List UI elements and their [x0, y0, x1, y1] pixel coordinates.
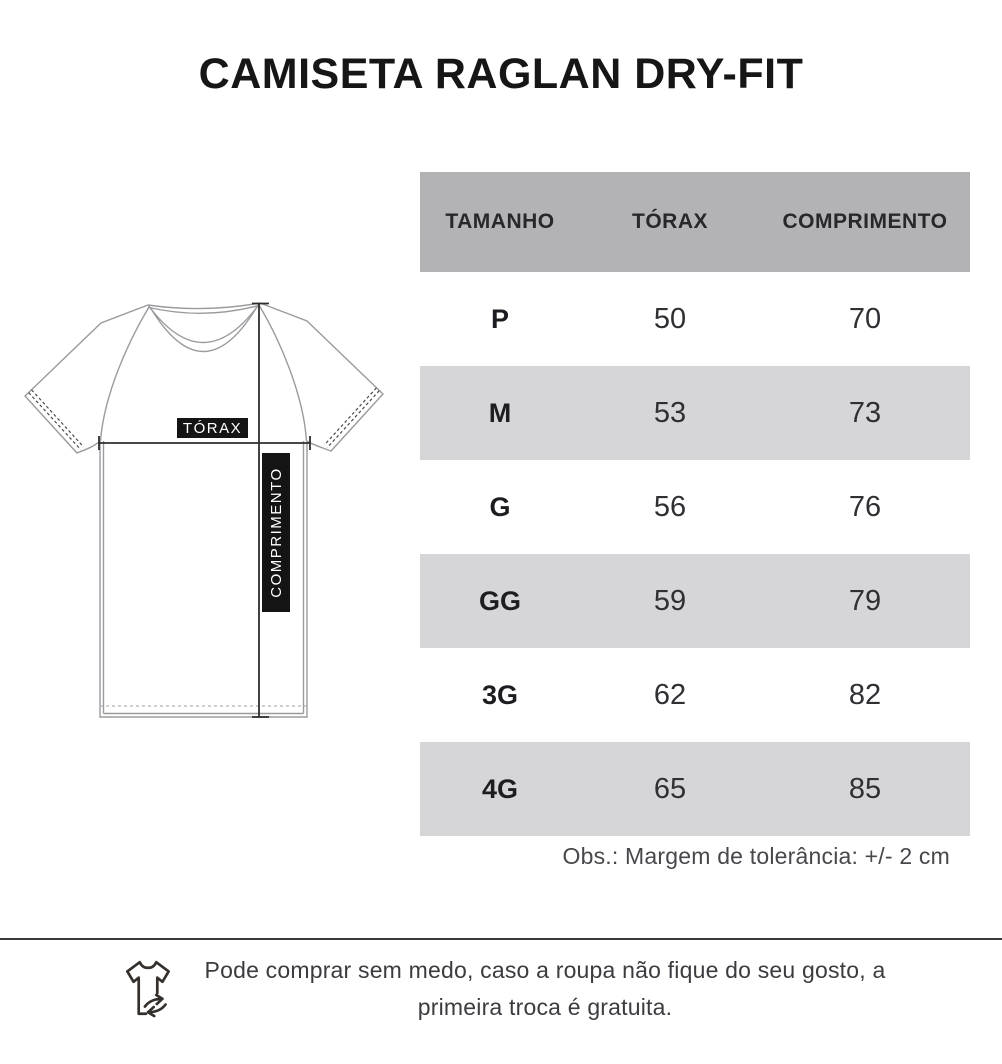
free-exchange-message [205, 952, 886, 1026]
column-header-tamanho: TAMANHO [445, 210, 555, 233]
comprimento-value: 76 [848, 490, 882, 523]
column-header-torax: TÓRAX [632, 210, 708, 233]
exchange-arrow-top [144, 995, 162, 1007]
length-label: COMPRIMENTO [268, 467, 285, 598]
table-row [420, 272, 970, 366]
comprimento-value: 85 [848, 772, 882, 805]
tshirt-exchange-icon [117, 957, 179, 1021]
raglan-seam-left [101, 307, 150, 441]
size-label: M [488, 397, 512, 428]
footer-divider [0, 938, 1002, 940]
table-header-row [420, 172, 970, 272]
right-cuff-stitching [327, 391, 379, 448]
chest-label-box [177, 418, 248, 438]
torax-value: 65 [653, 772, 687, 805]
tshirt-measurement-diagram [0, 280, 420, 742]
table-row [420, 554, 970, 648]
table-row [420, 460, 970, 554]
raglan-seam-right [259, 305, 307, 441]
torax-value: 50 [653, 302, 687, 335]
tshirt-right-sleeve [260, 303, 383, 451]
footer-text-line1: Pode comprar sem medo, caso a roupa não fique do seu gosto, a [204, 957, 886, 983]
exchange-banner [0, 952, 1002, 1026]
size-table [420, 172, 970, 836]
size-label: GG [478, 585, 521, 616]
page-title: CAMISETA RAGLAN DRY-FIT [198, 50, 804, 98]
torax-value: 62 [653, 678, 687, 711]
length-label-box [262, 453, 290, 612]
torax-value: 53 [653, 396, 687, 429]
comprimento-value: 73 [848, 396, 882, 429]
tshirt-left-sleeve [25, 305, 148, 453]
comprimento-value: 70 [848, 302, 882, 335]
chest-label: TÓRAX [182, 420, 243, 437]
footer-text-line2: primeira troca é gratuita. [417, 994, 673, 1020]
comprimento-value: 79 [848, 584, 882, 617]
tolerance-note: Obs.: Margem de tolerância: +/- 2 cm [562, 843, 950, 869]
size-label: 3G [481, 679, 519, 710]
table-row [420, 742, 970, 836]
chest-measure-line [99, 436, 310, 450]
left-cuff-stitching [29, 393, 81, 450]
torax-value: 59 [653, 584, 687, 617]
size-label: G [489, 491, 511, 522]
size-label: P [490, 303, 509, 334]
comprimento-value: 82 [848, 678, 882, 711]
table-row [420, 648, 970, 742]
tshirt-collar [148, 303, 260, 352]
size-label: 4G [481, 773, 519, 804]
column-header-comprimento: COMPRIMENTO [782, 210, 948, 233]
torax-value: 56 [653, 490, 687, 523]
table-row [420, 366, 970, 460]
exchange-arrow-bottom [148, 1004, 166, 1016]
